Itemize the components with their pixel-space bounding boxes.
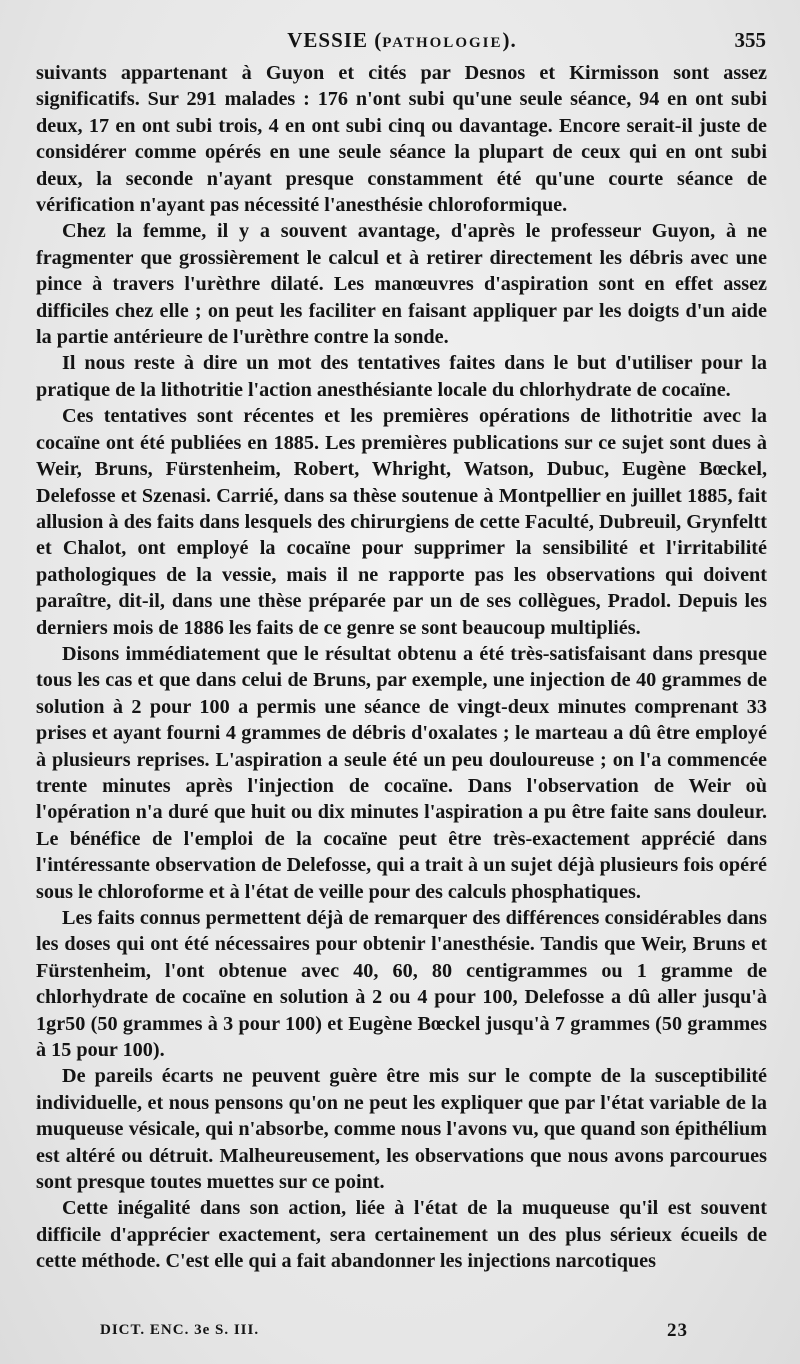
article-body	[36, 60, 767, 1275]
page-number: 355	[734, 28, 766, 52]
signature-mark: DICT. ENC. 3e S. III.	[100, 1322, 260, 1338]
paragraph: Il nous reste à dire un mot des tentatives faites dans le but d'utiliser pour la pratique de la lithotritie l'action anesthésiante locale du chlorhydrate de cocaïne.	[36, 352, 767, 401]
paragraph: Cette inégalité dans son action, liée à l'état de la muqueuse qu'il est souvent difficile d'apprécier exactement, sera certainement un des plus sérieux écueils de cette méthode. C'est elle qui a fait abandonner les injections narcotiques	[36, 1197, 767, 1273]
paragraph: Chez la femme, il y a souvent avantage, d'après le professeur Guyon, à ne fragmenter que grossièrement le calcul et à retirer directement les débris avec une pince à travers l'urèthre dilaté. Les manœuvres d'aspiration sont en effet assez difficiles chez elle ; on peut les faciliter en faisant appliquer par les doigts d'un aide la partie antérieure de l'urèthre contre la sonde.	[36, 220, 767, 349]
page-footer	[100, 1322, 688, 1348]
running-title-subject: PATHOLOGIE	[382, 35, 503, 51]
running-header	[38, 28, 766, 58]
paragraph: De pareils écarts ne peuvent guère être mis sur le compte de la susceptibilité individuelle, et nous pensons qu'on ne peut les expliquer que par l'état variable de la muqueuse vésicale, qui n'absorbe, comme nous l'avons vu, que quand son épithélium est altéré ou détruit. Malheureusement, les observations que nous avons parcourues sont presque toutes muettes sur ce point.	[36, 1065, 767, 1194]
paragraph: Ces tentatives sont récentes et les premières opérations de lithotritie avec la cocaïne ont été publiées en 1885. Les premières publications sur ce sujet sont dues à Weir, Bruns, Fürstenheim, Robert, Whright, Watson, Dubuc, Eugène Bœckel, Delefosse et Szenasi. Carrié, dans sa thèse soutenue à Montpellier en juillet 1885, fait allusion à des faits dans lesquels des chirurgiens de cette Faculté, Dubreuil, Grynfeltt et Chalot, ont employé la cocaïne pour supprimer la sensibilité et l'irritabilité pathologiques de la vessie, mais il ne rapporte pas les observations qui doivent paraître, dit-il, dans une thèse préparée par un de ses collègues, Pradol. Depuis les derniers mois de 1886 les faits de ce genre se sont beaucoup multipliés.	[36, 405, 767, 639]
running-title-end: ).	[502, 28, 517, 52]
sheet-number: 23	[667, 1320, 688, 1341]
running-title	[38, 28, 766, 53]
paragraph: Disons immédiatement que le résultat obtenu a été très-satisfaisant dans presque tous les cas et que dans celui de Bruns, par exemple, une injection de 40 grammes de solution à 2 pour 100 a permis une séance de vingt-deux minutes comprenant 33 prises et ayant fourni 4 grammes de débris d'oxalates ; le marteau a dû être employé à plusieurs reprises. L'aspiration a seule été un peu douloureuse ; on l'a commencée trente minutes après l'injection de cocaïne. Dans l'observation de Weir où l'opération n'a duré que huit ou dix minutes l'aspiration a pu être faite sans douleur. Le bénéfice de l'emploi de la cocaïne peut être très-exactement apprécié dans l'intéressante observation de Delefosse, qui a trait à un sujet déjà plusieurs fois opéré sous le chloroforme et à l'état de veille pour des calculs phosphatiques.	[36, 642, 767, 903]
paragraph: Les faits connus permettent déjà de remarquer des différences considérables dans les doses qui ont été nécessaires pour obtenir l'anesthésie. Tandis que Weir, Bruns et Fürstenheim, l'ont obtenue avec 40, 60, 80 centigrammes ou 1 gramme de chlorhydrate de cocaïne en solution à 2 ou 4 pour 100, Delefosse a dû aller jusqu'à 1gr50 (50 grammes à 3 pour 100) et Eugène Bœckel jusqu'à 7 grammes (50 grammes à 15 pour 100).	[36, 907, 767, 1062]
running-title-main: VESSIE (	[287, 28, 383, 52]
paragraph-continued: suivants appartenant à Guyon et cités par Desnos et Kirmisson sont assez significatifs. Sur 291 malades : 176 n'ont subi qu'une seule séance, 94 en ont subi deux, 17 en ont subi trois, 4 en ont subi cinq ou davantage. Encore serait-il juste de considérer comme opérés en une seule séance la plupart de ceux qui en ont subi deux, la seconde n'ayant presque constamment été qu'une courte séance de vérification n'ayant pas nécessité l'anesthésie chloroformique.	[36, 62, 767, 217]
